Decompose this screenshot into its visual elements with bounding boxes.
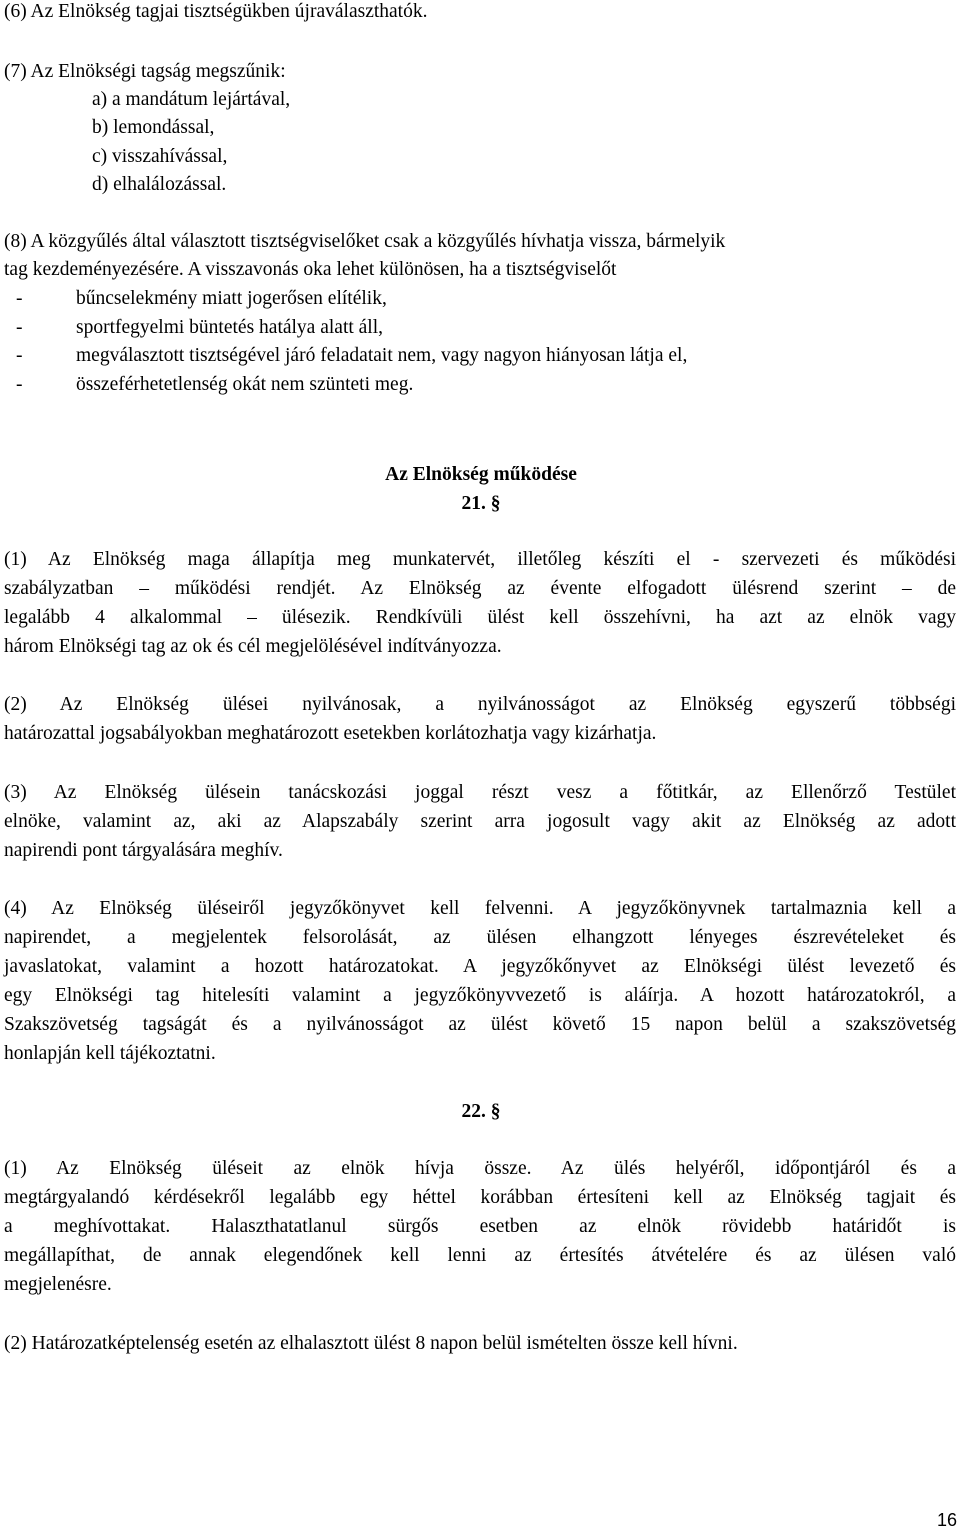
list-item: a) a mandátum lejártával, [92, 89, 291, 110]
s21-p1-line: legalább 4 alkalommal – ülésezik. Rendkívüli ülést kell összehívni, ha azt az elnök vagy [4, 607, 956, 628]
s21-p1-line: szabályzatban – működési rendjét. Az Elnökség az évente elfogadott ülésrend szerint – de [4, 578, 956, 599]
s21-p4-line: napirendet, a megjelentek felsorolását, az ülésen elhangzott lényeges észrevételeket és [4, 927, 956, 948]
dash-list-item: - összeférhetetlenség okát nem szünteti meg. [16, 374, 414, 395]
s21-p3-line: (3) Az Elnökség ülésein tanácskozási joggal részt vesz a főtitkár, az Ellenőrző Testület [4, 782, 956, 803]
s21-p4-line: (4) Az Elnökség üléseiről jegyzőkönyvet kell felvenni. A jegyzőkönyvnek tartalmaznia kell a [4, 898, 956, 919]
list-item: c) visszahívással, [92, 146, 228, 167]
paragraph-8-line: tag kezdeményezésére. A visszavonás oka lehet különösen, ha a tisztségviselőt [4, 259, 617, 280]
dash-list-item-text: összeférhetetlenség okát nem szünteti meg. [76, 374, 414, 395]
s21-p4-line: egy Elnökségi tag hitelesíti valamint a jegyzőkönyvvezető is aláírja. A hozott határozatokról, a [4, 985, 956, 1006]
dash-list-item-text: megválasztott tisztségével járó feladatait nem, vagy nagyon hiányosan látja el, [76, 345, 688, 366]
dash-list-item: - bűncselekmény miatt jogerősen elítélik, [16, 288, 387, 309]
paragraph-sign: § [490, 493, 501, 514]
list-item: b) lemondással, [92, 117, 215, 138]
page-number: 16 [936, 1510, 957, 1530]
paragraph-6: (6) Az Elnökség tagjai tisztségükben újraválaszthatók. [4, 1, 428, 22]
list-item: d) elhalálozással. [92, 174, 227, 195]
s22-p1-line: megjelenésre. [4, 1274, 112, 1295]
s22-p2-line: (2) Határozatképtelenség esetén az elhalasztott ülést 8 napon belül ismételten össze kell hívni. [4, 1333, 738, 1354]
section-number-21 [4, 492, 958, 516]
s21-p1-line: három Elnökségi tag az ok és cél megjelölésével indítványozza. [4, 636, 502, 657]
s22-p1-line: megállapíthat, de annak elegendőnek kell lenni az értesítés átvételére és az ülésen való [4, 1245, 956, 1266]
dash-list-item-text: bűncselekmény miatt jogerősen elítélik, [76, 288, 387, 309]
s21-p4-line: honlapján kell tájékoztatni. [4, 1043, 216, 1064]
section-title: Az Elnökség működése [385, 464, 577, 485]
dash-list-item: - megválasztott tisztségével járó feladatait nem, vagy nagyon hiányosan látja el, [16, 345, 688, 366]
s22-p1-line: (1) Az Elnökség üléseit az elnök hívja össze. Az ülés helyéről, időpontjáról és a [4, 1158, 956, 1179]
s21-p3-line: elnöke, valamint az, aki az Alapszabály szerint arra jogosult vagy akit az Elnökség az adott [4, 811, 956, 832]
paragraph-8-line: (8) A közgyűlés által választott tisztségviselőket csak a közgyűlés hívhatja vissza, bármelyik [4, 231, 726, 252]
section-number-22 [4, 1100, 958, 1124]
paragraph-sign: § [490, 1101, 501, 1122]
s22-p1-line: a meghívottakat. Halaszthatatlanul sürgős esetben az elnök rövidebb határidőt is [4, 1216, 956, 1237]
dash-list-item: - sportfegyelmi büntetés hatálya alatt áll, [16, 317, 384, 338]
section-number: 22. [461, 1101, 486, 1122]
s21-p2-line: határozattal jogsabályokban meghatározott esetekben korlátozhatja vagy kizárhatja. [4, 723, 657, 744]
paragraph-7-intro: (7) Az Elnökségi tagság megszűnik: [4, 61, 286, 82]
s21-p1-line: (1) Az Elnökség maga állapítja meg munkatervét, illetőleg készíti el - szervezeti és működési [4, 549, 956, 570]
s21-p3-line: napirendi pont tárgyalására meghív. [4, 840, 283, 861]
s22-p1-line: megtárgyalandó kérdésekről legalább egy héttel korábban értesíteni kell az Elnökség tagjait és [4, 1187, 956, 1208]
section-number: 21. [461, 493, 486, 514]
s21-p4-line: Szakszövetség tagságát és a nyilvánosságot az ülést követő 15 napon belül a szakszövetség [4, 1014, 956, 1035]
dash-list-item-text: sportfegyelmi büntetés hatálya alatt áll, [76, 317, 384, 338]
s21-p4-line: javaslatokat, valamint a hozott határozatokat. A jegyzőkőnyvet az Elnökségi ülést levezető és [4, 956, 956, 977]
s21-p2-line: (2) Az Elnökség ülései nyilvánosak, a nyilvánosságot az Elnökség egyszerű többségi [4, 694, 956, 715]
